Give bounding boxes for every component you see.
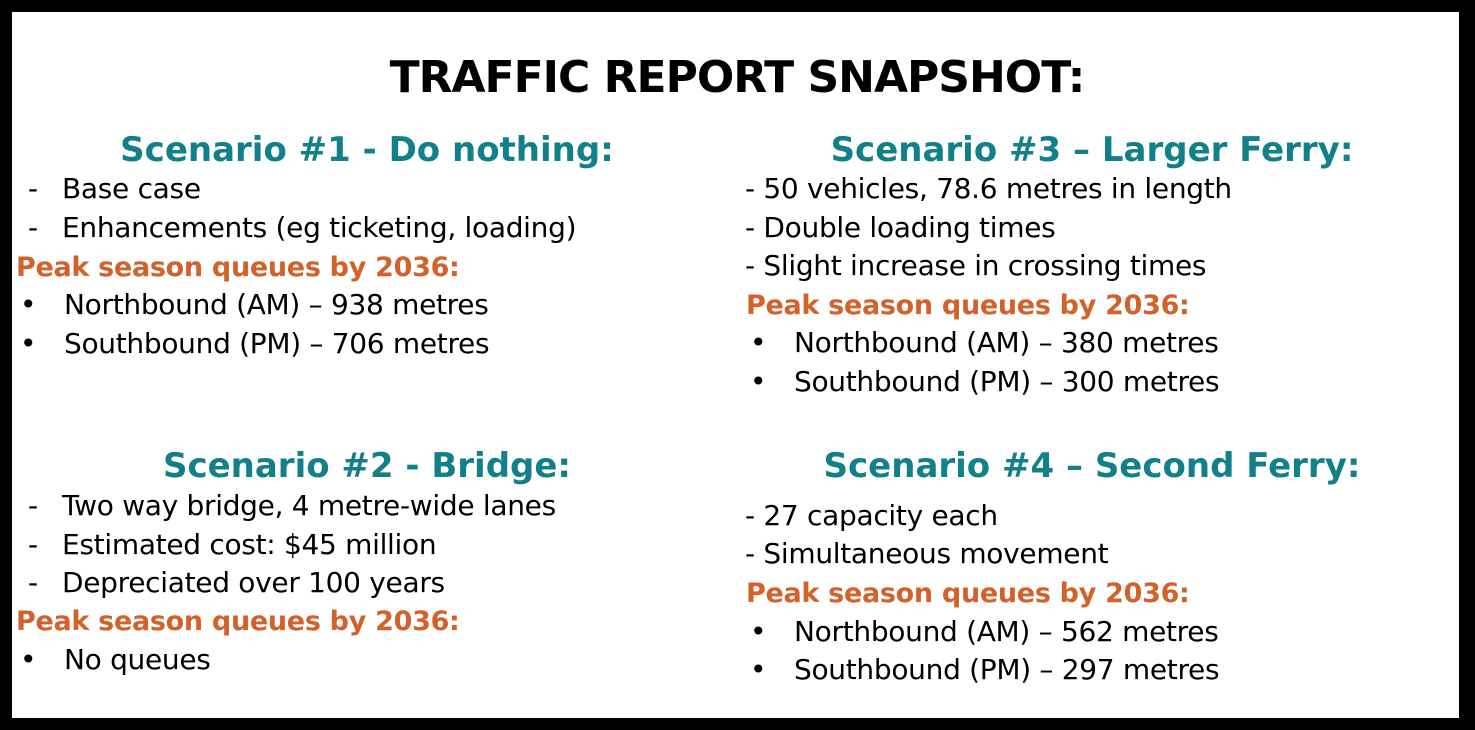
scenario-1-item-text: Base case (62, 172, 201, 205)
scenario-3-item: - Slight increase in crossing times (745, 249, 1207, 282)
bullet-marker: • (750, 653, 767, 686)
scenario-3-item: - 50 vehicles, 78.6 metres in length (745, 172, 1232, 205)
scenario-4-queue-text: Southbound (PM) – 297 metres (794, 653, 1220, 686)
scenario-3-queue-text: Southbound (PM) – 300 metres (794, 365, 1220, 398)
scenario-3-item: - Double loading times (745, 211, 1056, 244)
scenario-4-item: - 27 capacity each (745, 499, 998, 532)
scenario-4-heading: Scenario #4 – Second Ferry: (823, 446, 1361, 486)
scenario-2-heading: Scenario #2 - Bridge: (162, 446, 572, 486)
scenario-4-peak-label: Peak season queues by 2036: (746, 578, 1190, 609)
scenario-1-heading: Scenario #1 - Do nothing: (120, 130, 614, 170)
scenario-2-item-text: Estimated cost: $45 million (62, 528, 437, 561)
scenario-2-peak-label: Peak season queues by 2036: (16, 606, 460, 637)
scenario-1-queue-text: Northbound (AM) – 938 metres (64, 288, 489, 321)
page-title: TRAFFIC REPORT SNAPSHOT: (389, 52, 1085, 103)
bullet-marker: • (750, 365, 767, 398)
scenario-3-peak-label: Peak season queues by 2036: (746, 290, 1190, 321)
scenario-1-item-text: Enhancements (eg ticketing, loading) (62, 211, 577, 244)
scenario-4-item: - Simultaneous movement (745, 537, 1109, 570)
scenario-2-item-text: Depreciated over 100 years (62, 566, 445, 599)
dash-marker: - (28, 566, 38, 599)
dash-marker: - (28, 211, 38, 244)
scenario-1-queue-text: Southbound (PM) – 706 metres (64, 327, 490, 360)
dash-marker: - (28, 528, 38, 561)
scenario-4-queue-text: Northbound (AM) – 562 metres (794, 615, 1219, 648)
bullet-marker: • (20, 327, 37, 360)
scenario-2-item-text: Two way bridge, 4 metre-wide lanes (62, 489, 556, 522)
scenario-3-heading: Scenario #3 – Larger Ferry: (830, 130, 1354, 170)
slide-panel (12, 12, 1459, 718)
dash-marker: - (28, 172, 38, 205)
dash-marker: - (28, 489, 38, 522)
bullet-marker: • (750, 615, 767, 648)
bullet-marker: • (20, 288, 37, 321)
bullet-marker: • (20, 643, 37, 676)
scenario-3-queue-text: Northbound (AM) – 380 metres (794, 326, 1219, 359)
bullet-marker: • (750, 326, 767, 359)
scenario-1-peak-label: Peak season queues by 2036: (16, 252, 460, 283)
scenario-2-queue-text: No queues (64, 643, 211, 676)
